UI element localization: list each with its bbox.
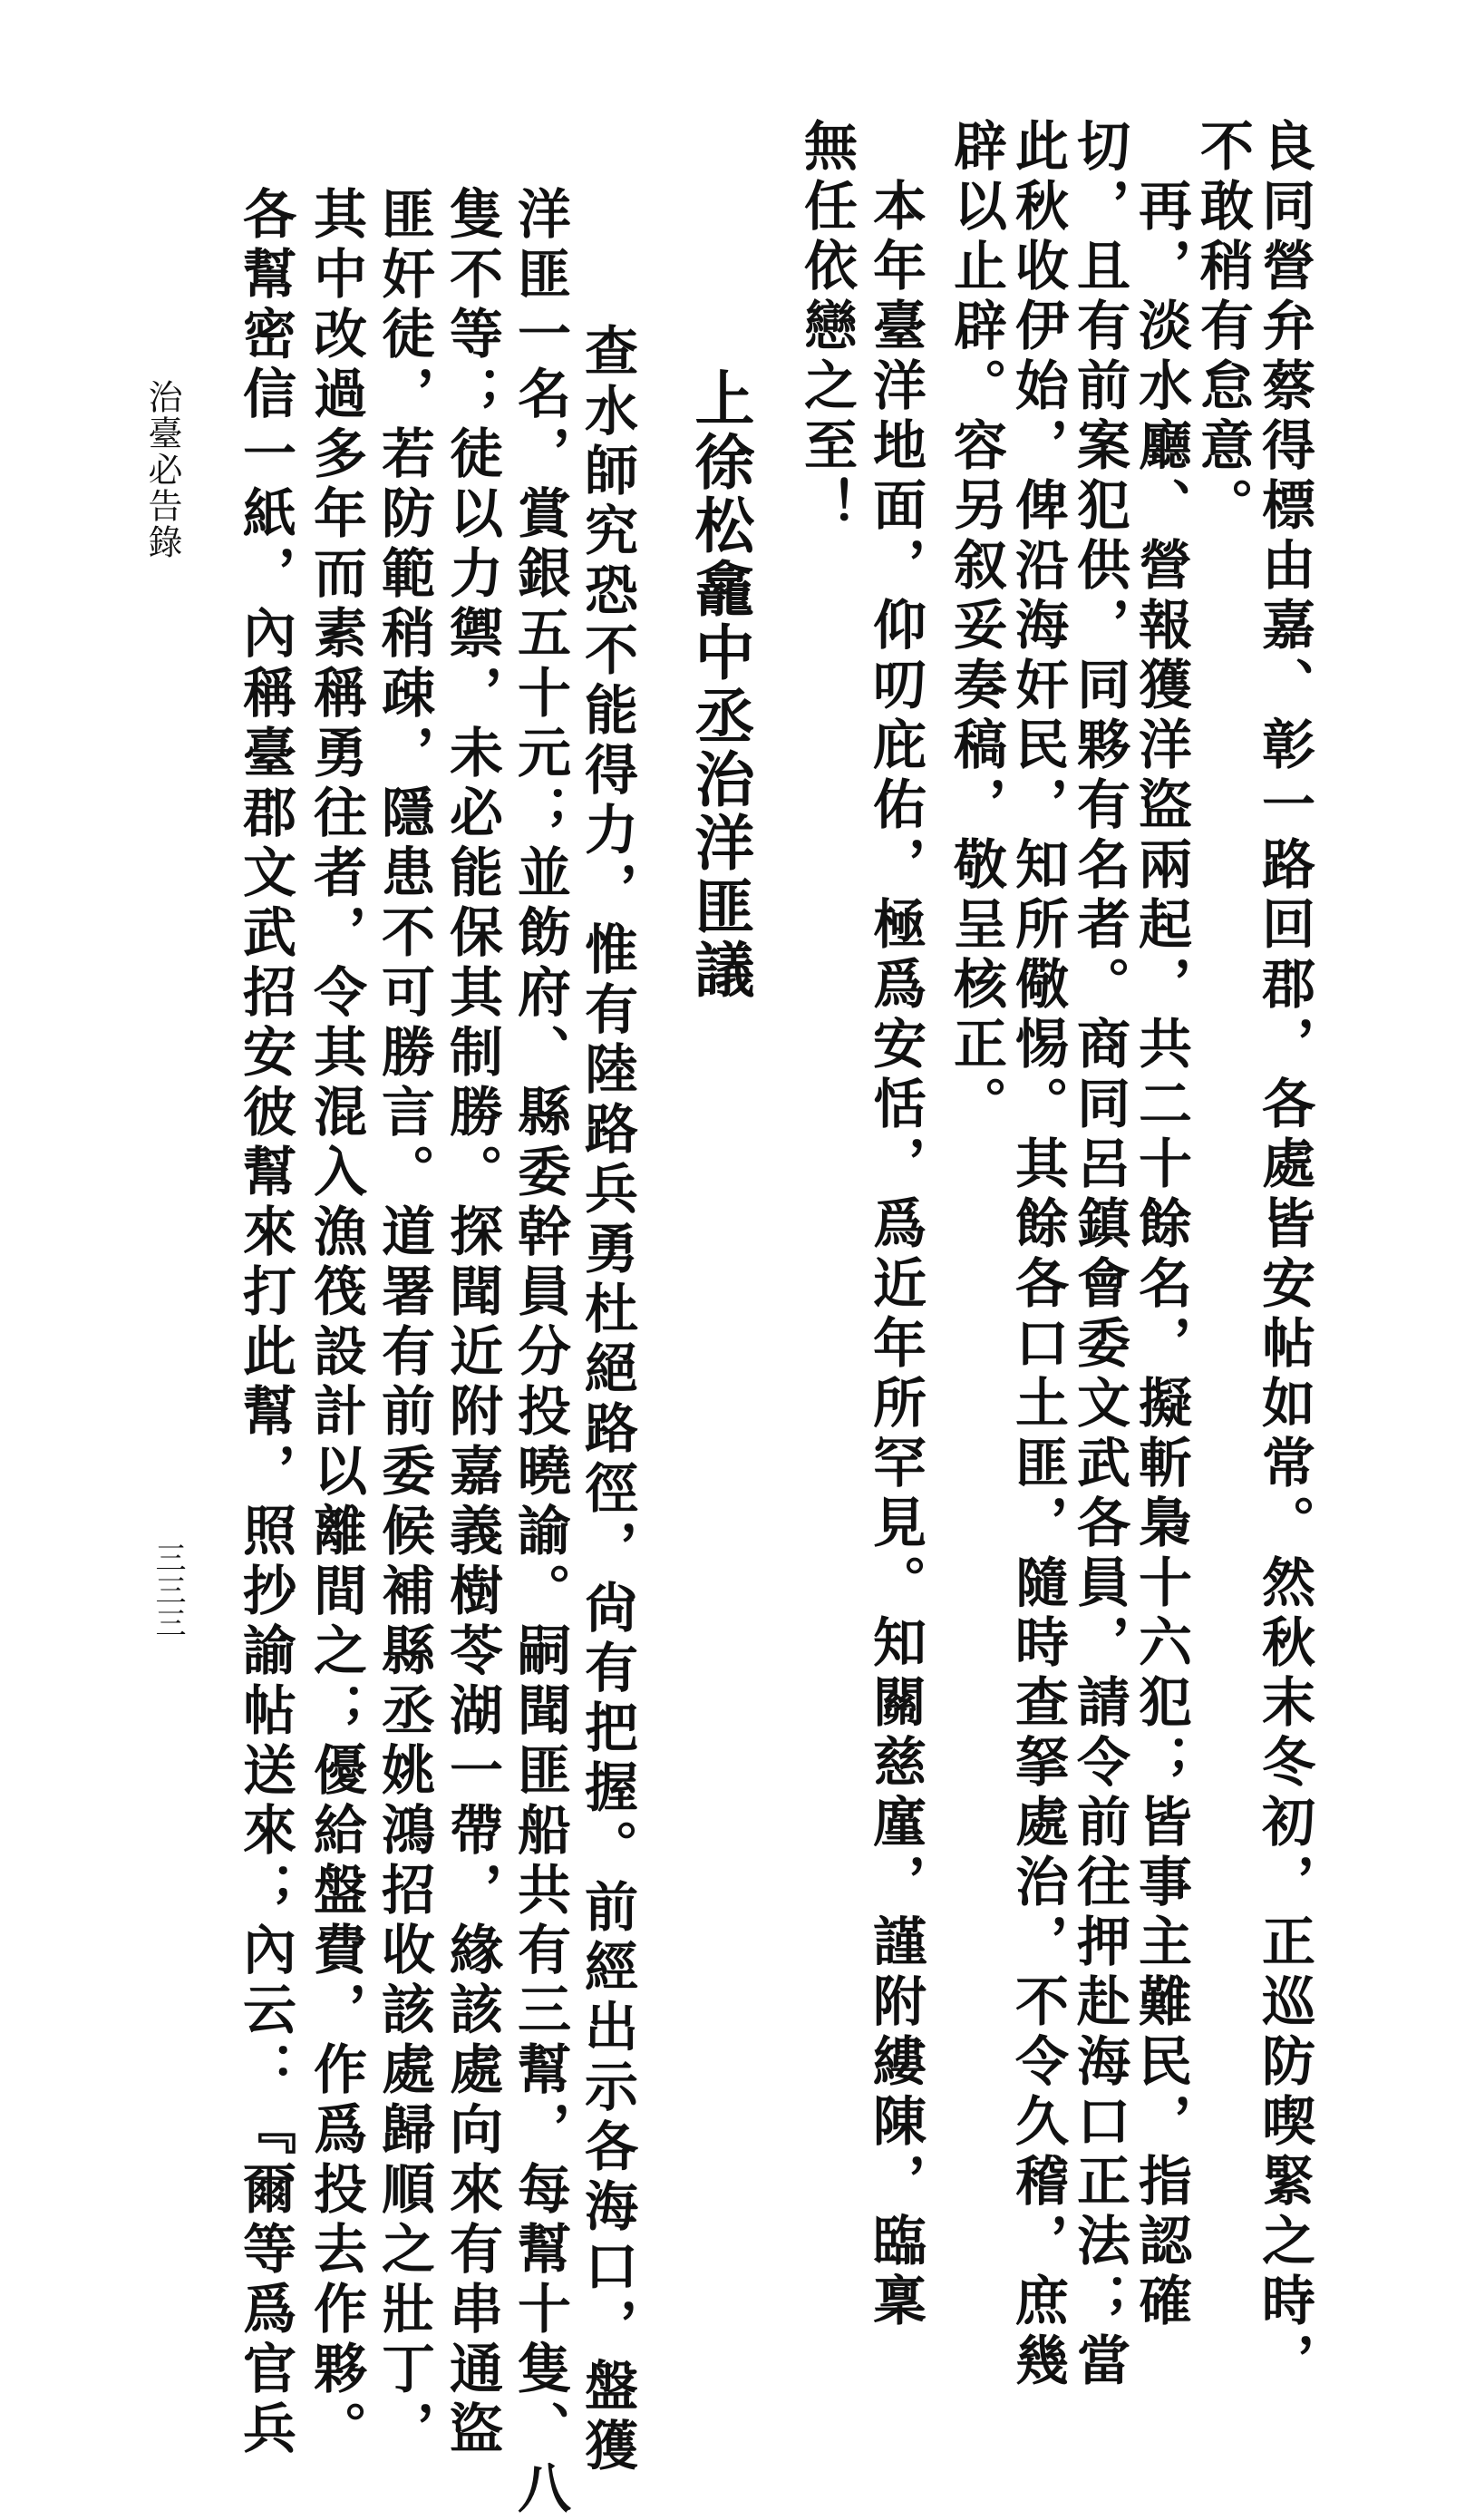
text-column-3: 再，淡水廳、營報獲洋盜兩起，共二十餘名，擬斬梟十六犯；皆事主難民，指認確 [1130, 118, 1192, 2332]
text-column-14: 各幫密信一紙，內稱臺郡文武招安彼幫來打此幫，照抄諭帖送來；內云：『爾等爲官兵 [234, 186, 296, 2460]
text-column-13: 其中改過多年而素稱勇往者，令其混入漁筏設計以離間之；優給盤費，作爲投去作夥。 [305, 186, 367, 2460]
text-column-1: 良同營弁蔡得標由嘉、彰一路回郡，各處皆安帖如常。然秋末冬初，正巡防喫緊之時， [1253, 118, 1315, 2392]
text-column-8: 無任依戀之至！ [795, 118, 858, 537]
text-column-4: 切，且有前案犯供，同夥有名者。商同呂鎮會委文武各員，請令前往押赴海口正法；當 [1068, 118, 1130, 2392]
text-column-6: 辟以止辟。容另叙妥奏稿，敬呈核正。 [945, 118, 1007, 1135]
text-column-9: 查水師究恐不能得力，惟有陸路兵勇杜絕路徑，尙有把握。前經出示各海口，盤獲 [576, 263, 638, 2477]
text-column-11: 隻不等；徒以力禦，未必能保其制勝。探聞近附嘉義樹苓湖一帶，緣該處向來有串通盜 [441, 186, 503, 2460]
book-title: 治臺必告錄 [142, 379, 182, 560]
page-number: 三三三 [150, 1542, 186, 1639]
text-column-12: 匪奸徒，若防範稍疎，隱患不可勝言。道署有前委候補縣丞姚鴻招收該處歸順之壯丁， [373, 186, 435, 2460]
text-column-7: 本年臺洋地面，仰叨庇佑，極爲安恬，爲近年所罕見。知關慈廑，謹附縷陳，臨稟 [864, 118, 927, 2332]
section-heading: 上徐松龕中丞治洋匪議 [684, 367, 754, 1002]
text-column-10: 洋匪一名，賞銀五十元；並飭府、縣委幹員分投曉諭。嗣聞匪船共有三幫，每幫十隻、八 [509, 186, 571, 2520]
text-column-2: 不敢稍有怠意。 [1191, 118, 1254, 537]
text-column-5: 此秋收伊始，俾沿海奸民，知所儆惕。其餘各口土匪，隨時查拏處治，不令久稽，庶幾 [1006, 118, 1069, 2392]
